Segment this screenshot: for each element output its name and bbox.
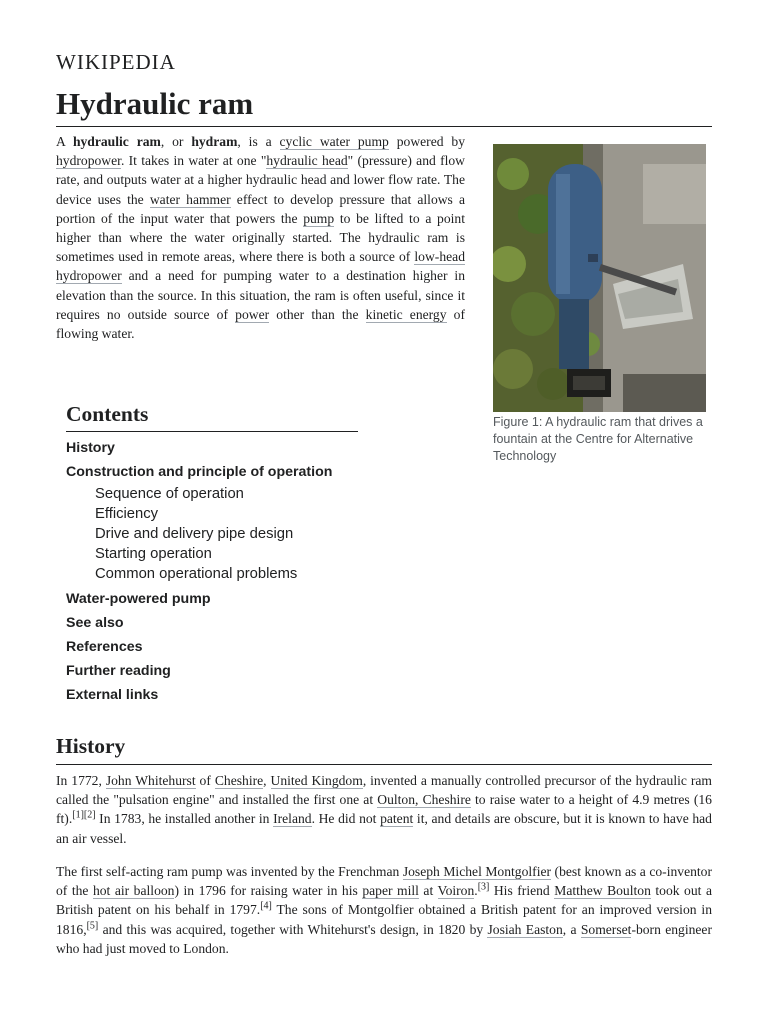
link-hot-air-balloon[interactable]: hot air balloon: [92, 883, 175, 899]
link-voiron[interactable]: Voiron: [437, 883, 475, 899]
toc-item-water-powered-pump[interactable]: Water-powered pump: [66, 591, 211, 607]
link-oulton-cheshire[interactable]: Oulton, Cheshire: [377, 792, 471, 808]
toc-item-history[interactable]: History: [66, 440, 115, 456]
table-of-contents: [66, 402, 358, 707]
toc-list: [66, 436, 358, 707]
toc-item-external-links[interactable]: External links: [66, 687, 159, 703]
toc-item-references[interactable]: References: [66, 639, 143, 655]
toc-item-further-reading[interactable]: Further reading: [66, 663, 171, 679]
bold-term: hydram: [191, 134, 238, 149]
figure-caption: Figure 1: A hydraulic ram that drives a fountain at the Centre for Alternative Technology: [493, 415, 703, 463]
link-united-kingdom[interactable]: United Kingdom: [270, 773, 363, 788]
section-divider: [56, 764, 712, 765]
history-paragraph-2: The first self-acting ram pump was invented by the Frenchman Joseph Michel Montgolfier (best known as a co-inventor of the hot air balloon) in 1796 for raising water in his paper mill at Voiron.[3] His friend Matthew Boulton took out a British patent on his behalf in 1797.[4] The sons of Montgolfier obtained a British patent for an improved version in 1816,[5] and this was acquired, together with Whitehurst's design, in 1820 by Josiah Easton, a Somerset-born engineer who had just moved to London.: [56, 864, 713, 956]
link-kinetic-energy[interactable]: kinetic energy: [365, 306, 447, 322]
figure: [493, 144, 706, 464]
reference-marker[interactable]: [5]: [86, 920, 99, 932]
link-water-hammer[interactable]: water hammer: [149, 191, 231, 207]
link-matthew-boulton[interactable]: Matthew Boulton: [554, 883, 651, 899]
link-low-head-hydropower[interactable]: low-head hydropower: [56, 249, 465, 284]
reference-marker[interactable]: [4]: [260, 900, 272, 912]
toc-item-see-also[interactable]: See also: [66, 615, 124, 631]
link-cheshire[interactable]: Cheshire: [214, 773, 264, 788]
reference-marker[interactable]: [3]: [477, 881, 490, 893]
lead-paragraph: A hydraulic ram, or hydram, is a cyclic water pump powered by hydropower. It takes in water at one "hydraulic head" (pressure) and flow rate, and outputs water at a higher hydraulic head and lower flow rate. The device uses the water hammer effect to develop pressure that allows a portion of the input water that powers the pump to be lifted to a point higher than where the water originally started. The hydraulic ram is sometimes used in remote areas, where there is both a source of low-head hydropower and a need for pumping water to a destination higher in elevation than the source. In this situation, the ram is often useful, since it requires no outside source of power other than the kinetic energy of flowing water.: [56, 134, 465, 342]
link-joseph-michel-montgolfier[interactable]: Joseph Michel Montgolfier: [402, 864, 552, 879]
link-hydraulic-head[interactable]: hydraulic head: [266, 153, 348, 169]
link-josiah-easton[interactable]: Josiah Easton: [487, 921, 563, 937]
link-pump[interactable]: pump: [303, 210, 335, 226]
page-title: Hydraulic ram: [56, 86, 254, 121]
toc-item-starting-operation[interactable]: Starting operation: [95, 546, 212, 562]
link-paper-mill[interactable]: paper mill: [362, 883, 419, 899]
link-patent[interactable]: patent: [380, 811, 414, 827]
link-hydropower[interactable]: hydropower: [56, 153, 121, 169]
toc-item-construction[interactable]: Construction and principle of operation: [66, 464, 333, 480]
link-ireland[interactable]: Ireland: [273, 811, 312, 827]
link-power[interactable]: power: [235, 306, 270, 322]
section-heading-history: History: [56, 734, 126, 758]
link-cyclic-water-pump[interactable]: cyclic water pump: [279, 134, 389, 149]
reference-marker[interactable]: [1][2]: [72, 809, 96, 821]
toc-item-sequence-of-operation[interactable]: Sequence of operation: [95, 486, 244, 502]
link-john-whitehurst[interactable]: John Whitehurst: [105, 773, 196, 788]
link-somerset[interactable]: Somerset: [580, 921, 632, 937]
title-divider: [56, 126, 712, 127]
hydraulic-ram-photo[interactable]: [493, 144, 706, 412]
toc-item-pipe-design[interactable]: Drive and delivery pipe design: [95, 526, 294, 542]
toc-title: Contents: [66, 402, 358, 432]
history-paragraph-1: In 1772, John Whitehurst of Cheshire, United Kingdom, invented a manually controlled precursor of the hydraulic ram called the "pulsation engine" and installed the first one at Oulton, Cheshire to raise water to a height of 4.9 metres (16 ft).[1][2] In 1783, he installed another in Ireland. He did not patent it, and details are obscure, but it is known to have had an air vessel.: [56, 773, 712, 846]
toc-item-efficiency[interactable]: Efficiency: [95, 506, 159, 522]
bold-term: hydraulic ram: [72, 134, 161, 149]
toc-item-common-problems[interactable]: Common operational problems: [95, 566, 298, 582]
wikipedia-wordmark[interactable]: WIKIPEDIA: [56, 50, 176, 74]
